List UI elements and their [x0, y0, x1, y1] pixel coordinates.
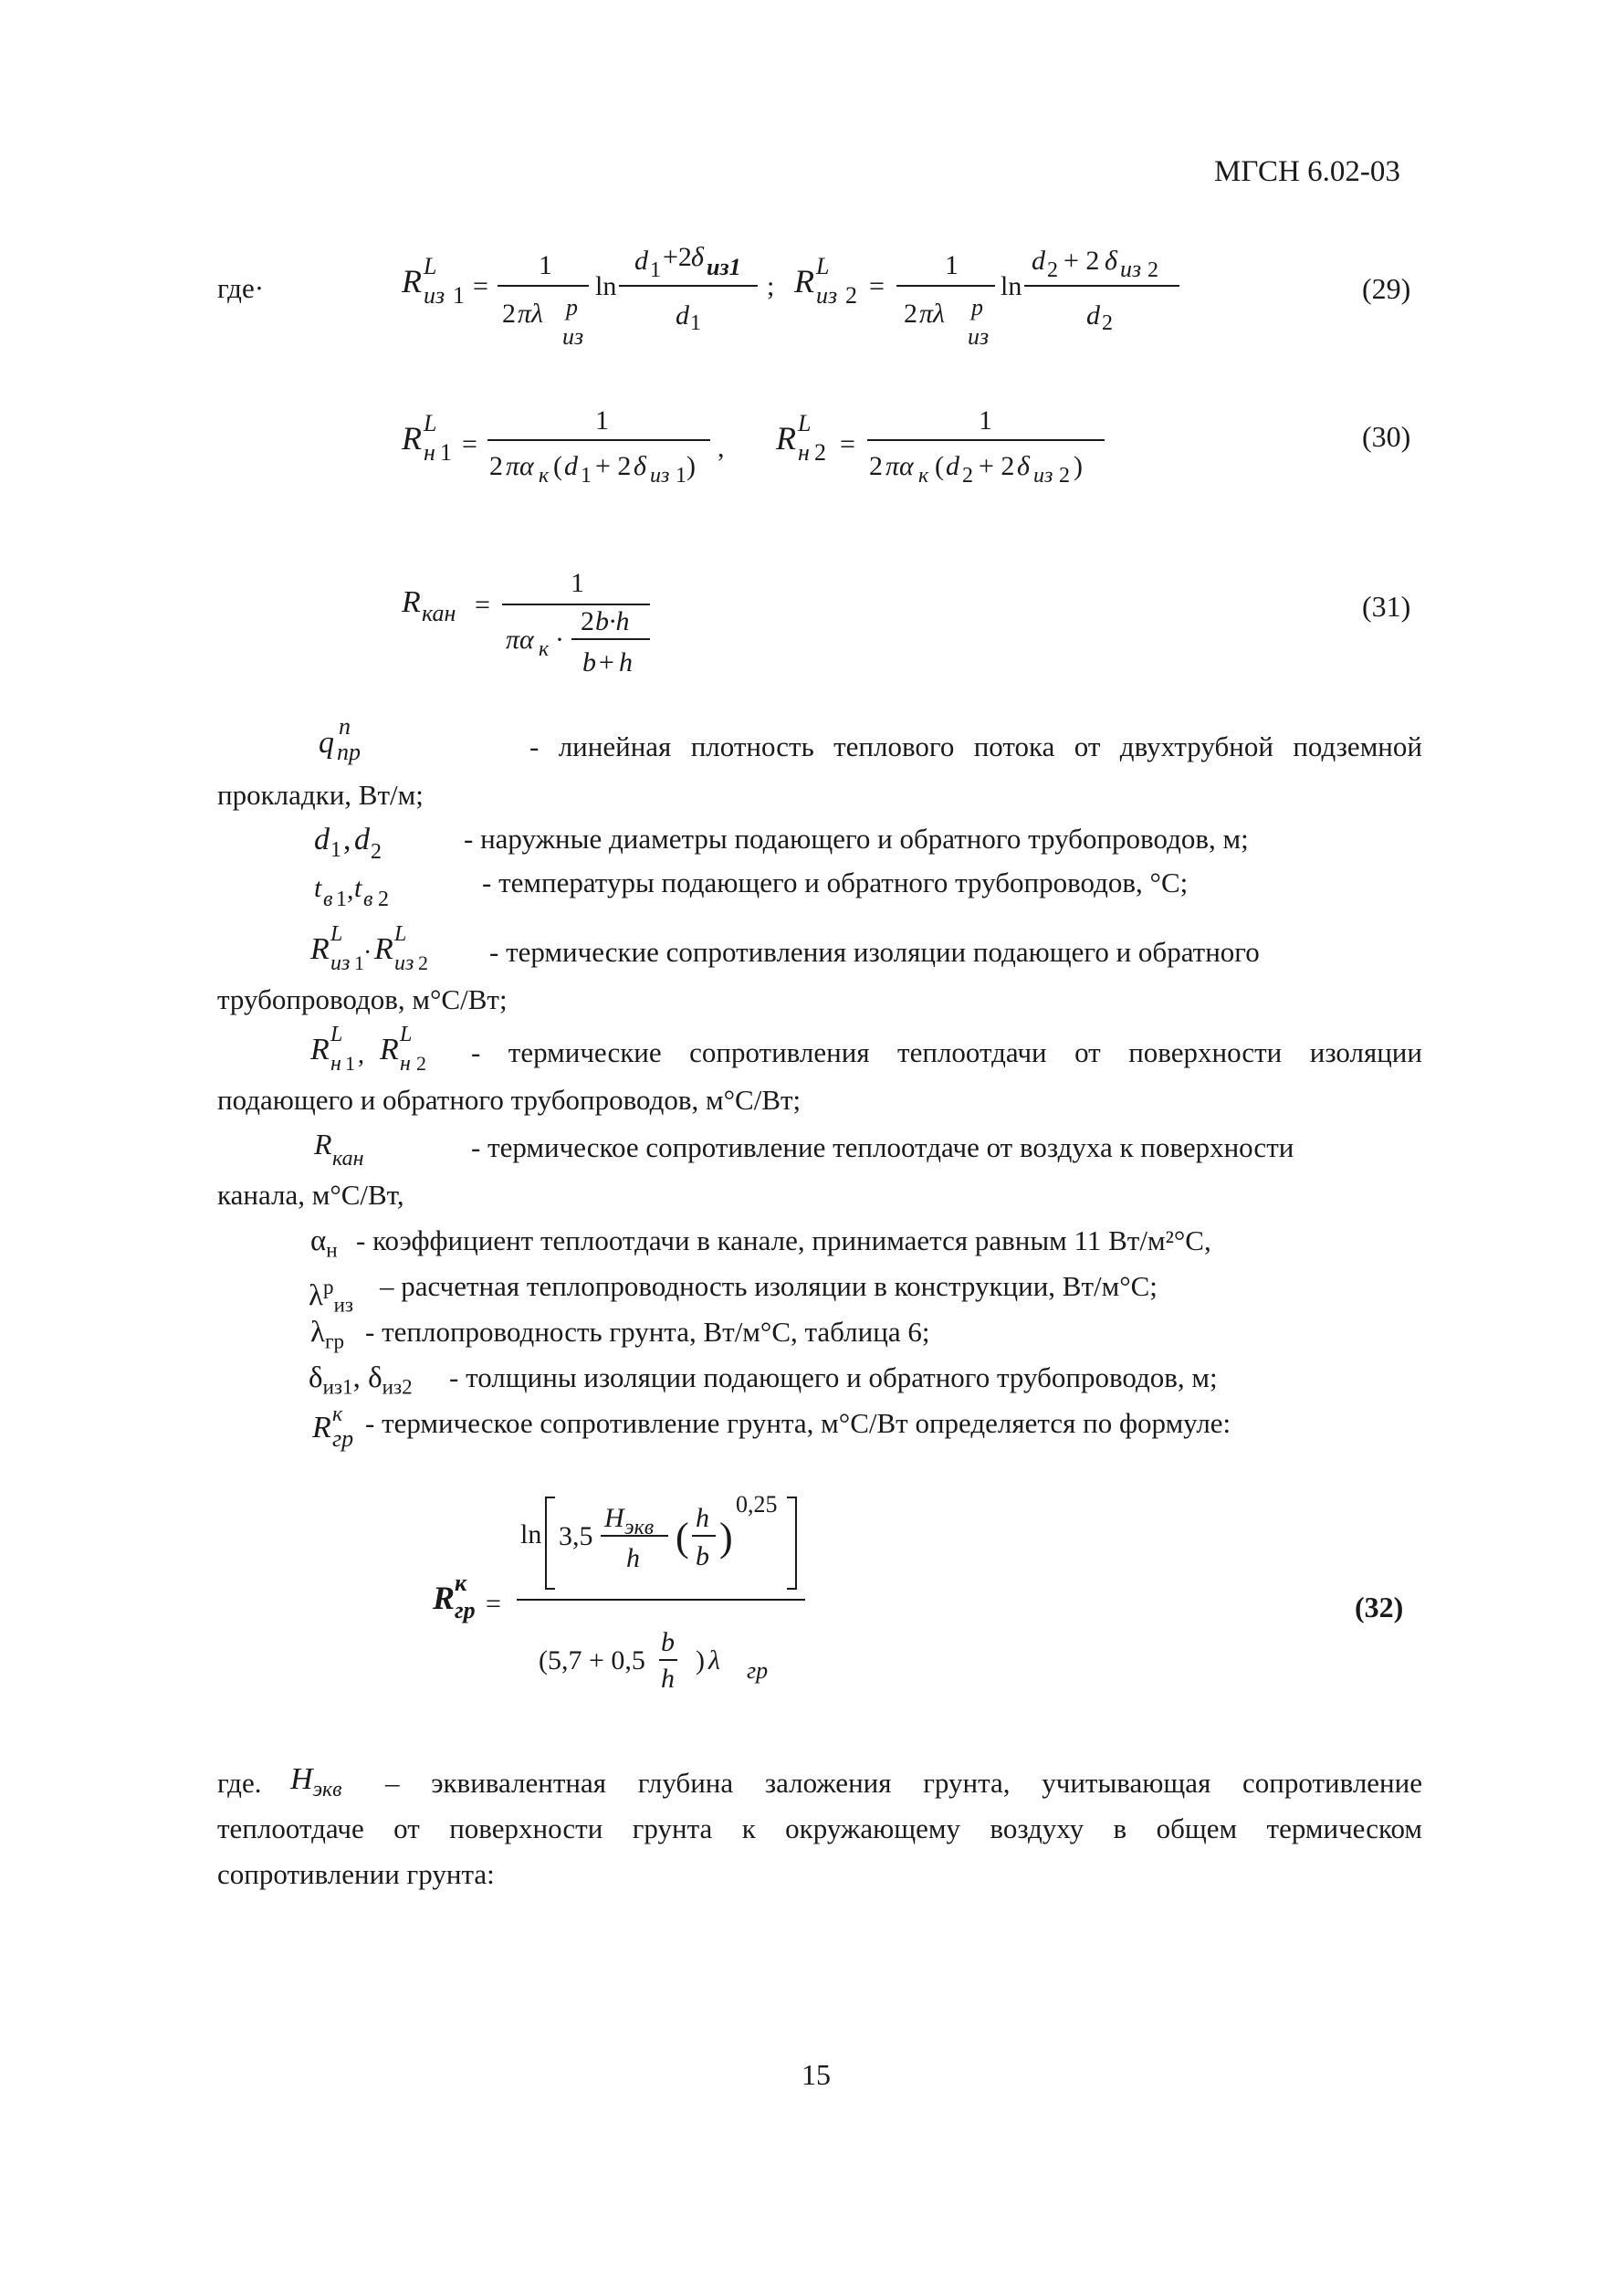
symbol-q-np	[315, 712, 415, 776]
svg-text:(: (	[676, 1515, 689, 1560]
svg-text:δ: δ	[691, 242, 704, 272]
svg-text:1: 1	[676, 464, 686, 488]
svg-text:·: ·	[363, 939, 372, 967]
svg-text:πλ: πλ	[518, 299, 544, 329]
equation-number-31: (31)	[1362, 590, 1411, 623]
svg-text:R: R	[312, 1411, 331, 1444]
svg-text:1: 1	[979, 405, 992, 436]
svg-text:из: из	[1120, 256, 1142, 282]
svg-text:из: из	[816, 282, 838, 309]
legend-r-kan-desc-cont: канала, м°С/Вт,	[217, 1179, 404, 1211]
svg-text:d: d	[564, 451, 578, 481]
svg-text:b: b	[582, 647, 596, 678]
svg-text:): )	[686, 451, 696, 481]
document-code: МГСН 6.02-03	[1214, 155, 1400, 188]
svg-text:R: R	[310, 932, 330, 966]
svg-text:R: R	[794, 263, 814, 299]
svg-text:+ 2: + 2	[979, 451, 1015, 481]
svg-text:1: 1	[595, 405, 609, 436]
svg-text:=: =	[475, 590, 490, 620]
svg-text:2: 2	[502, 299, 516, 329]
legend-r-kan-desc: - термическое сопротивление теплоотдаче от воздуха к поверхности	[471, 1131, 1294, 1163]
svg-text:=: =	[840, 429, 855, 459]
svg-text:к: к	[455, 1570, 467, 1596]
svg-text:δ: δ	[1017, 451, 1030, 481]
closing-line-3: сопротивлении грунта:	[217, 1858, 495, 1890]
symbol-t-v1-v2	[310, 866, 429, 920]
svg-text:в: в	[363, 888, 373, 911]
svg-text:q: q	[319, 726, 334, 760]
svg-text:0,25: 0,25	[736, 1491, 778, 1518]
svg-text:2: 2	[1059, 464, 1070, 488]
svg-text:): )	[1074, 451, 1083, 481]
svg-text:из: из	[424, 282, 445, 309]
svg-text:2: 2	[1147, 258, 1158, 282]
svg-text:гр: гр	[332, 1425, 354, 1452]
svg-text:t: t	[354, 873, 362, 903]
svg-text:λ: λ	[708, 1645, 720, 1675]
svg-text:,: ,	[718, 433, 725, 463]
svg-text:ln: ln	[595, 271, 617, 301]
svg-text:в: в	[323, 888, 333, 911]
svg-text:+ 2: + 2	[1063, 246, 1100, 276]
svg-text:(: (	[935, 451, 944, 481]
svg-text:2: 2	[581, 606, 594, 636]
svg-text:d: d	[314, 823, 330, 856]
svg-text:из: из	[650, 464, 670, 488]
svg-text:р: р	[566, 294, 578, 320]
page-number: 15	[802, 2058, 831, 2091]
svg-text:1: 1	[571, 568, 584, 598]
legend-r-gr-desc: - термическое сопротивление грунта, м°С/Вт определяется по формуле:	[365, 1407, 1231, 1439]
svg-text:L: L	[424, 410, 437, 436]
svg-text:R: R	[314, 1128, 332, 1161]
svg-text:h: h	[619, 647, 633, 678]
svg-text:;: ;	[767, 271, 775, 301]
svg-text:πα: πα	[885, 451, 914, 481]
legend-r-n-desc: - термические сопротивления теплоотдачи от поверхности изоляции	[471, 1036, 1422, 1068]
svg-text:,: ,	[343, 823, 351, 856]
legend-delta-desc: - толщины изоляции подающего и обратного трубопроводов, м;	[449, 1361, 1218, 1393]
svg-text:из: из	[968, 323, 990, 350]
symbol-lambda-iz: $\lambda^р_{из}$	[309, 1275, 354, 1317]
svg-text:гр: гр	[747, 1657, 769, 1684]
svg-text:L: L	[394, 922, 407, 946]
svg-text:δ: δ	[634, 451, 646, 481]
svg-text:1: 1	[345, 1052, 355, 1075]
svg-text:): )	[696, 1645, 705, 1675]
symbol-delta-iz: $\delta_{из1}$, $\delta_{из2}$	[309, 1361, 413, 1399]
svg-text:1: 1	[330, 838, 341, 862]
svg-text:к: к	[332, 1402, 343, 1426]
legend-q-desc-cont: прокладки, Вт/м;	[217, 779, 424, 811]
svg-text:кан: кан	[332, 1147, 364, 1171]
svg-text:2: 2	[869, 451, 883, 481]
svg-text:р: р	[971, 294, 983, 320]
equation-number-29: (29)	[1362, 272, 1411, 305]
svg-text:н: н	[330, 1052, 341, 1076]
svg-text:(5,7 + 0,5: (5,7 + 0,5	[539, 1645, 645, 1675]
svg-text:t: t	[314, 873, 322, 903]
svg-text:+ 2: + 2	[595, 451, 632, 481]
legend-t-desc: - температуры подающего и обратного трубопроводов, °С;	[482, 867, 1189, 898]
svg-text:2: 2	[845, 282, 857, 309]
svg-text:к: к	[539, 464, 550, 488]
svg-text:2: 2	[904, 299, 917, 329]
svg-text:+: +	[599, 647, 614, 678]
svg-text:d: d	[634, 246, 648, 276]
symbol-h-ekv: $H_{экв}$	[290, 1762, 342, 1802]
svg-text:R: R	[310, 1033, 330, 1066]
svg-text:2: 2	[1102, 311, 1113, 335]
svg-text:,: ,	[347, 875, 354, 905]
legend-d-desc: - наружные диаметры подающего и обратного трубопроводов, м;	[464, 823, 1249, 855]
svg-text:h: h	[661, 1664, 675, 1694]
svg-text:2: 2	[962, 464, 973, 488]
svg-text:δ: δ	[1105, 246, 1117, 276]
where-label: где·	[217, 272, 265, 304]
svg-text:1: 1	[690, 311, 701, 335]
formula-29	[393, 233, 1196, 361]
legend-lambda-gr-desc: - теплопроводность грунта, Вт/м°С, таблица 6;	[365, 1316, 930, 1348]
svg-text:d: d	[1032, 246, 1045, 276]
svg-text:L: L	[330, 922, 343, 946]
legend-r-iz-desc-cont: трубопроводов, м°С/Вт;	[217, 983, 508, 1015]
symbol-r-kan	[310, 1121, 420, 1176]
svg-text:=: =	[462, 429, 477, 459]
svg-text:): )	[719, 1515, 733, 1560]
svg-text:2: 2	[814, 439, 826, 466]
svg-text:L: L	[330, 1023, 343, 1046]
legend-r-iz-desc: - термические сопротивления изоляции подающего и обратного	[489, 936, 1260, 968]
closing-line-1: – эквивалентная глубина заложения грунта, учитывающая сопротивление	[385, 1767, 1422, 1799]
svg-text:1: 1	[945, 250, 959, 280]
svg-text:d: d	[354, 823, 370, 856]
svg-text:к: к	[918, 464, 929, 488]
svg-text:d: d	[946, 451, 959, 481]
svg-text:1: 1	[539, 250, 552, 280]
legend-q-desc: - линейная плотность теплового потока от двухтрубной подземной	[529, 730, 1422, 762]
symbol-r-iz	[307, 915, 480, 988]
svg-text:h: h	[696, 1503, 709, 1533]
svg-text:d: d	[1086, 300, 1100, 331]
equation-number-30: (30)	[1362, 420, 1411, 453]
svg-text:,: ,	[358, 1041, 364, 1069]
svg-text:·: ·	[555, 625, 564, 655]
svg-text:R: R	[380, 1033, 399, 1066]
svg-text:+2: +2	[663, 242, 692, 272]
svg-text:2: 2	[489, 451, 503, 481]
svg-text:(: (	[553, 451, 562, 481]
svg-text:из: из	[330, 951, 351, 975]
svg-text:L: L	[816, 253, 830, 279]
symbol-alpha-n: $\alpha_н$	[310, 1224, 338, 1262]
symbol-lambda-gr: $\lambda_{гр}$	[310, 1316, 345, 1353]
svg-text:R: R	[402, 585, 421, 619]
symbol-r-n	[307, 1015, 471, 1088]
svg-text:н: н	[400, 1052, 411, 1076]
svg-text:1: 1	[336, 888, 347, 911]
svg-text:2: 2	[378, 888, 389, 911]
svg-text:1: 1	[354, 951, 364, 974]
svg-text:R: R	[402, 420, 422, 457]
svg-text:R: R	[402, 263, 422, 299]
formula-30	[393, 393, 1123, 502]
svg-text:b·h: b·h	[595, 606, 630, 636]
svg-text:из: из	[1033, 464, 1053, 488]
svg-text:H: H	[604, 1503, 624, 1533]
svg-text:2: 2	[416, 1052, 426, 1075]
svg-text:пр: пр	[337, 739, 361, 765]
svg-text:1: 1	[440, 439, 452, 466]
svg-text:d: d	[676, 300, 689, 331]
svg-text:2: 2	[1047, 258, 1058, 282]
svg-text:ln: ln	[520, 1519, 542, 1549]
svg-text:кан: кан	[422, 600, 456, 626]
svg-text:к: к	[539, 637, 550, 661]
closing-line-2: теплоотдаче от поверхности грунта к окружающему воздуху в общем термическом	[217, 1812, 1422, 1844]
equation-number-32: (32)	[1355, 1591, 1404, 1623]
svg-text:1: 1	[453, 282, 465, 309]
svg-text:b: b	[696, 1541, 709, 1571]
svg-text:н: н	[424, 439, 435, 466]
closing-where: где.	[217, 1767, 262, 1799]
svg-text:πλ: πλ	[919, 299, 946, 329]
svg-text:h: h	[626, 1543, 640, 1573]
svg-text:=: =	[486, 1589, 501, 1619]
svg-text:3,5: 3,5	[559, 1521, 593, 1551]
formula-31	[393, 557, 703, 694]
svg-text:1: 1	[581, 464, 592, 488]
svg-text:R: R	[776, 420, 796, 457]
svg-text:гр: гр	[455, 1597, 476, 1623]
svg-text:=: =	[869, 271, 885, 301]
legend-r-n-desc-cont: подающего и обратного трубопроводов, м°С/Вт;	[217, 1084, 802, 1116]
svg-text:πα: πα	[506, 625, 534, 655]
svg-text:L: L	[424, 253, 437, 279]
svg-text:R: R	[433, 1580, 456, 1616]
svg-text:b: b	[661, 1627, 675, 1657]
svg-text:экв: экв	[624, 1516, 655, 1539]
svg-text:ln: ln	[1001, 271, 1022, 301]
svg-text:из1: из1	[707, 254, 741, 280]
legend-lambda-iz-desc: – расчетная теплопроводность изоляции в конструкции, Вт/м°С;	[380, 1270, 1158, 1302]
svg-text:из: из	[394, 951, 414, 975]
svg-text:н: н	[798, 439, 810, 466]
svg-text:R: R	[374, 932, 393, 966]
svg-text:из: из	[562, 323, 584, 350]
formula-32	[429, 1470, 812, 1707]
svg-text:2: 2	[371, 840, 382, 864]
svg-text:πα: πα	[506, 451, 534, 481]
svg-text:L: L	[400, 1023, 413, 1046]
svg-text:2: 2	[418, 951, 428, 974]
svg-text:L: L	[798, 410, 812, 436]
legend-alpha-desc: - коэффициент теплоотдачи в канале, принимается равным 11 Вт/м²°С,	[356, 1224, 1211, 1256]
svg-text:1: 1	[650, 258, 661, 282]
svg-text:=: =	[473, 271, 488, 301]
svg-text:п: п	[339, 713, 351, 740]
symbol-d1-d2	[310, 813, 429, 867]
